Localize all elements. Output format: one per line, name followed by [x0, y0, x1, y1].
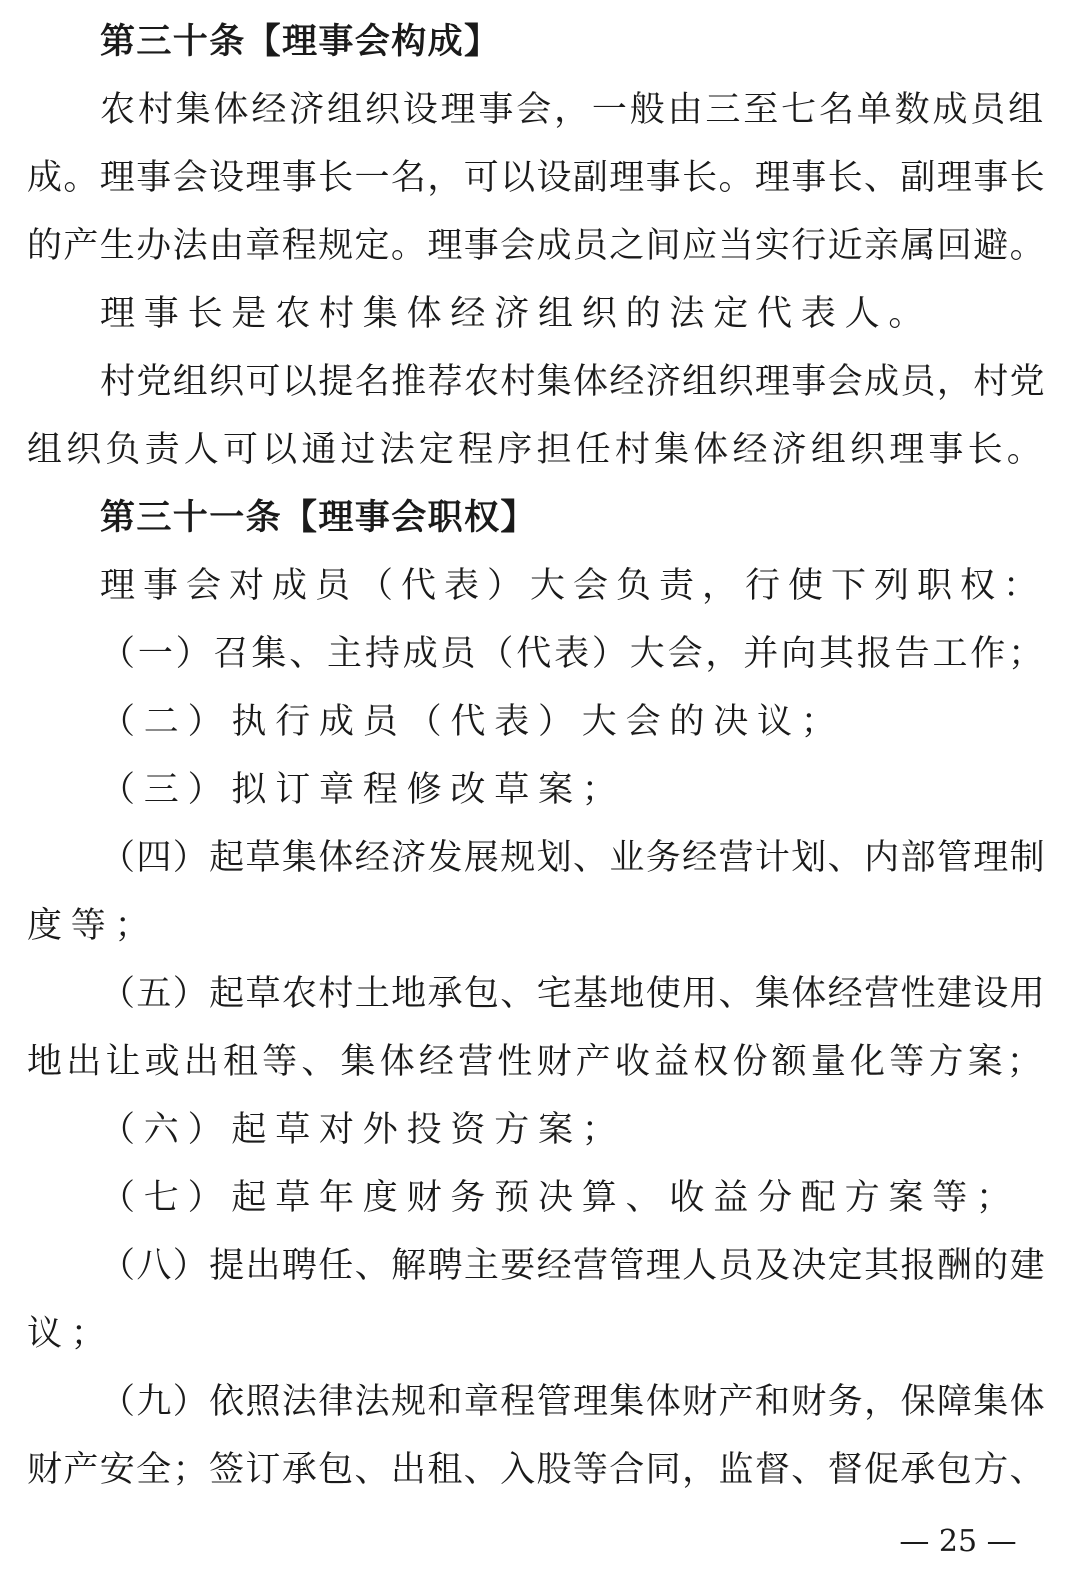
paragraph-text: 理事会对成员（代表）大会负责，行使下列职权： [100, 566, 1046, 606]
list-item-text: （五）起草农村土地承包、宅基地使用、集体经营性建设用 [100, 974, 1046, 1014]
article-30-para-1-line-1 [0, 76, 1080, 144]
list-item-text: （八）提出聘任、解聘主要经营管理人员及决定其报酬的建 [100, 1246, 1046, 1286]
list-item-text: 度等； [27, 906, 159, 946]
paragraph-text: 组织负责人可以通过法定程序担任村集体经济组织理事长。 [27, 430, 1046, 470]
list-item-8-line-2 [0, 1300, 1080, 1368]
article-30-para-3-line-2 [0, 416, 1080, 484]
list-item-7-line-1 [0, 1164, 1080, 1232]
paragraph-text: 村党组织可以提名推荐农村集体经济组织理事会成员，村党 [100, 362, 1046, 402]
article-30-para-1-line-3 [0, 212, 1080, 280]
article-30-para-3-line-1 [0, 348, 1080, 416]
list-item-text: 议； [27, 1314, 115, 1354]
paragraph-text: 农村集体经济组织设理事会，一般由三至七名单数成员组 [100, 90, 1046, 130]
list-item-9-line-2 [0, 1436, 1080, 1504]
list-item-9-line-1 [0, 1368, 1080, 1436]
list-item-5-line-2 [0, 1028, 1080, 1096]
article-30-heading: 第三十条【理事会构成】 [100, 22, 501, 62]
article-31-intro-line [0, 552, 1080, 620]
paragraph-text: 的产生办法由章程规定。理事会成员之间应当实行近亲属回避。 [27, 226, 1046, 266]
page-number: — 25 — [899, 1524, 1017, 1559]
list-item-text: （九）依照法律法规和章程管理集体财产和财务，保障集体 [100, 1382, 1046, 1422]
list-item-text: （七）起草年度财务预决算、收益分配方案等； [100, 1178, 1020, 1218]
list-item-text: （一）召集、主持成员（代表）大会，并向其报告工作； [100, 634, 1046, 674]
list-item-1-line-1 [0, 620, 1080, 688]
list-item-4-line-2 [0, 892, 1080, 960]
article-31-heading: 第三十一条【理事会职权】 [100, 498, 537, 538]
article-30-para-2-line-1 [0, 280, 1080, 348]
list-item-8-line-1 [0, 1232, 1080, 1300]
list-item-5-line-1 [0, 960, 1080, 1028]
article-31-heading-line [0, 484, 1080, 552]
article-30-para-1-line-2 [0, 144, 1080, 212]
list-item-text: （二）执行成员（代表）大会的决议； [100, 702, 845, 742]
list-item-text: （四）起草集体经济发展规划、业务经营计划、内部管理制 [100, 838, 1046, 878]
list-item-2-line-1 [0, 688, 1080, 756]
paragraph-text: 理事长是农村集体经济组织的法定代表人。 [100, 294, 933, 334]
paragraph-text: 成。理事会设理事长一名，可以设副理事长。理事长、副理事长 [27, 158, 1046, 198]
list-item-text: （三）拟订章程修改草案； [100, 770, 626, 810]
list-item-text: 地出让或出租等、集体经营性财产收益权份额量化等方案； [27, 1042, 1046, 1082]
list-item-text: （六）起草对外投资方案； [100, 1110, 626, 1150]
list-item-4-line-1 [0, 824, 1080, 892]
list-item-text: 财产安全；签订承包、出租、入股等合同，监督、督促承包方、 [27, 1450, 1046, 1490]
list-item-3-line-1 [0, 756, 1080, 824]
list-item-6-line-1 [0, 1096, 1080, 1164]
article-30-heading-line [0, 8, 1080, 76]
